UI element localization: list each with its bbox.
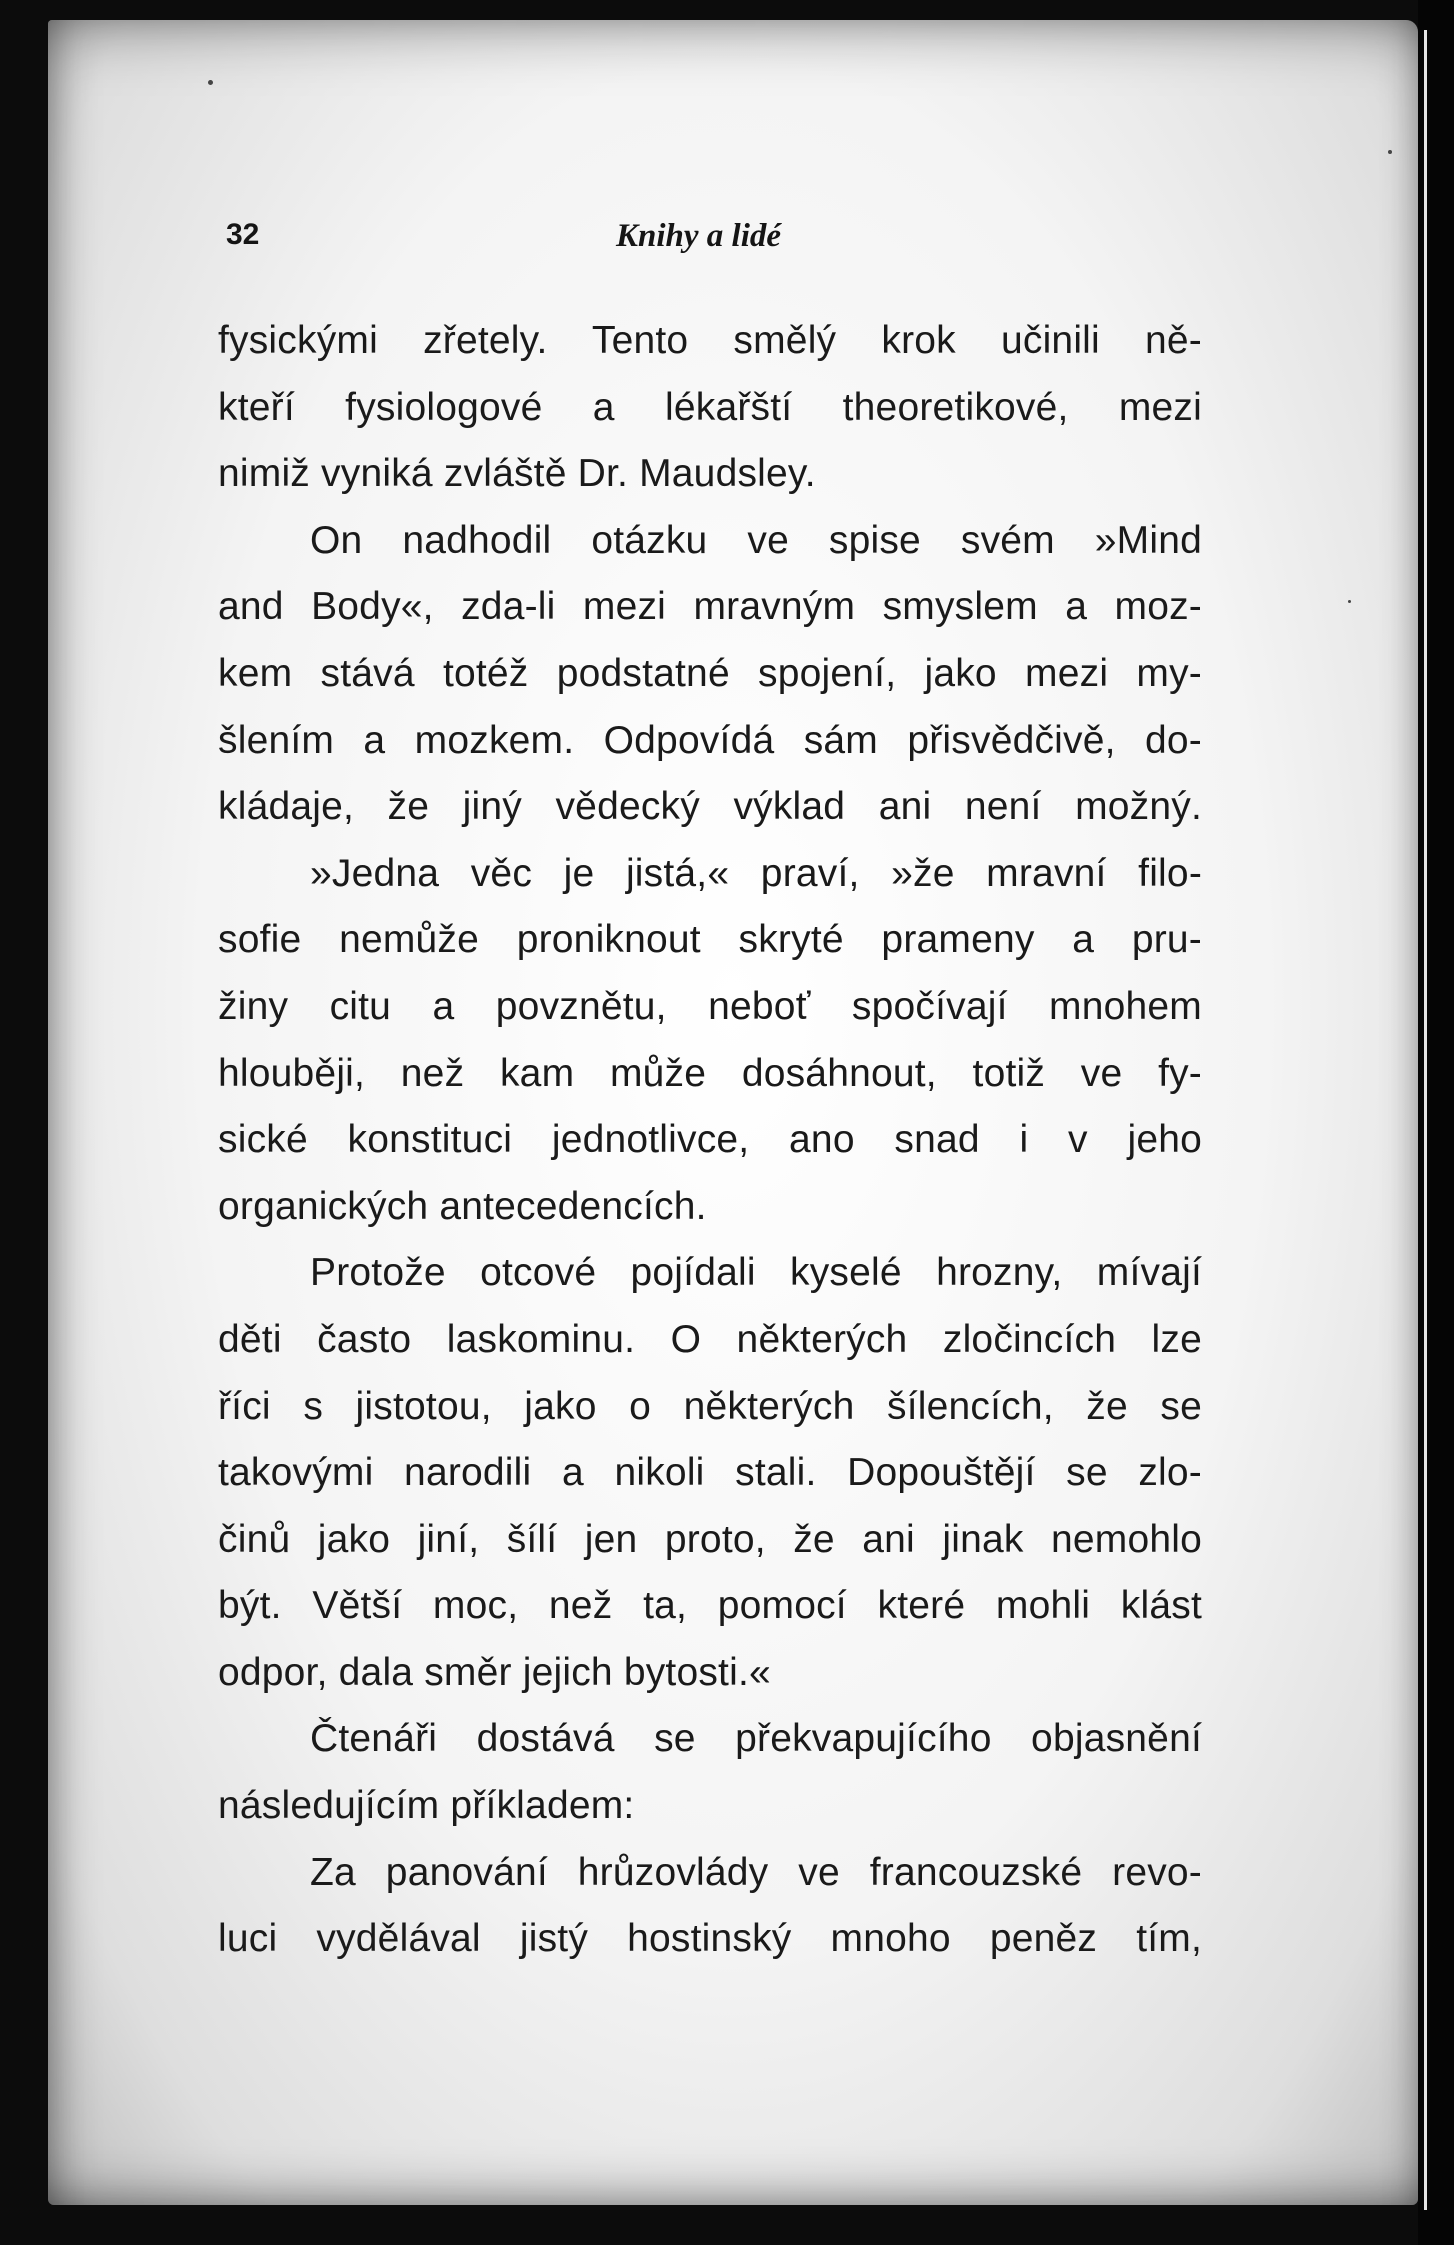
text-line: být. Větší moc, než ta, pomocí které mohli klást bbox=[218, 1584, 1202, 1628]
text-line: takovými narodili a nikoli stali. Dopouštějí se zlo- bbox=[218, 1451, 1202, 1495]
text-line: kteří fysiologové a lékařští theoretikové, mezi bbox=[218, 385, 1202, 429]
body-text bbox=[218, 308, 1202, 1973]
text-line: šlením a mozkem. Odpovídá sám přisvědčivě, do- bbox=[218, 718, 1202, 762]
text-line: sické konstituci jednotlivce, ano snad i v jeho bbox=[218, 1118, 1202, 1162]
scan-speck bbox=[1348, 600, 1351, 603]
text-line: and Body«, zda-li mezi mravným smyslem a moz- bbox=[218, 585, 1202, 629]
text-line: hlouběji, než kam může dosáhnout, totiž ve fy- bbox=[218, 1051, 1202, 1095]
text-line: »Jedna věc je jistá,« praví, »že mravní filo- bbox=[310, 851, 1202, 895]
text-line: kládaje, že jiný vědecký výklad ani není možný. bbox=[218, 785, 1202, 829]
page-number: 32 bbox=[226, 218, 260, 251]
text-line: Za panování hrůzovlády ve francouzské revo- bbox=[310, 1850, 1202, 1894]
scan-speck bbox=[208, 80, 213, 85]
page-fold-line bbox=[1424, 30, 1427, 2210]
text-line: nimiž vyniká zvláště Dr. Maudsley. bbox=[218, 452, 816, 496]
text-line: Čtenáři dostává se překvapujícího objasnění bbox=[310, 1717, 1202, 1761]
text-line: On nadhodil otázku ve spise svém »Mind bbox=[310, 518, 1202, 562]
text-line: luci vydělával jistý hostinský mnoho peněz tím, bbox=[218, 1917, 1202, 1961]
text-line: říci s jistotou, jako o některých šílencích, že se bbox=[218, 1384, 1202, 1428]
text-line: činů jako jiní, šílí jen proto, že ani jinak nemohlo bbox=[218, 1517, 1202, 1561]
text-line: následujícím příkladem: bbox=[218, 1784, 635, 1828]
text-line: fysickými zřetely. Tento smělý krok učinili ně- bbox=[218, 319, 1202, 362]
scan-speck bbox=[1388, 150, 1392, 154]
text-line: děti často laskominu. O některých zločincích lze bbox=[218, 1317, 1202, 1361]
text-line: žiny citu a povznětu, neboť spočívají mnohem bbox=[218, 984, 1202, 1028]
text-line: organických antecedencích. bbox=[218, 1184, 707, 1228]
text-line: odpor, dala směr jejich bytosti.« bbox=[218, 1650, 771, 1694]
running-head bbox=[226, 218, 1226, 258]
text-line: Protože otcové pojídali kyselé hrozny, mívají bbox=[310, 1251, 1202, 1295]
running-title: Knihy a lidé bbox=[616, 218, 782, 254]
text-line: kem stává totéž podstatné spojení, jako mezi my- bbox=[218, 651, 1202, 695]
text-line: sofie nemůže proniknout skryté prameny a pru- bbox=[218, 918, 1202, 962]
